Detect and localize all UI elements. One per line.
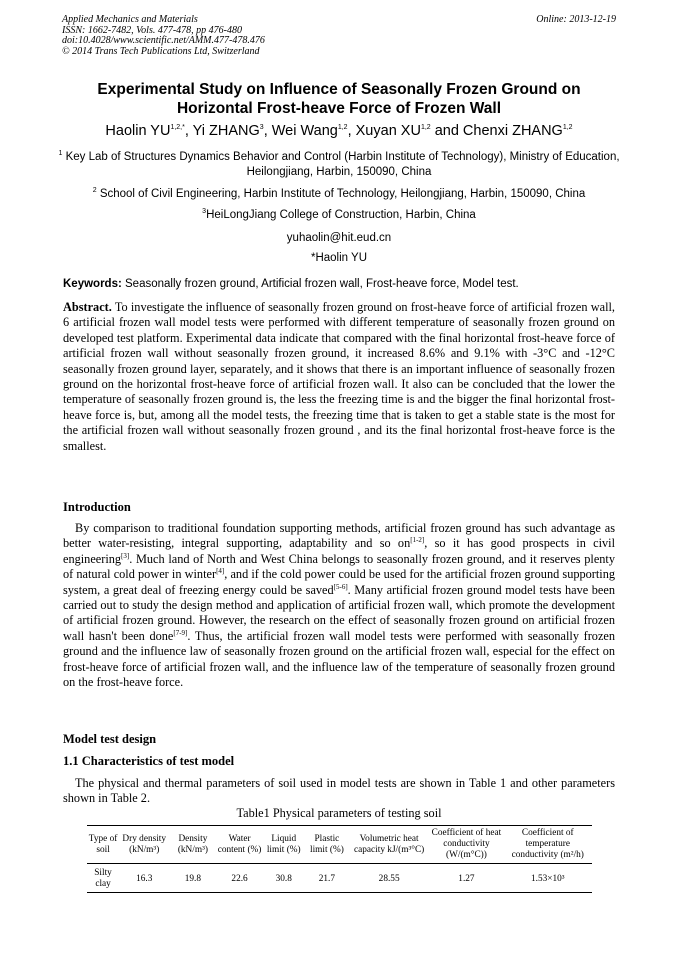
- table-header-cell: Coefficient of heat conductivity (W/(m°C)): [429, 826, 503, 864]
- author-name: Chenxi ZHANG: [462, 123, 563, 139]
- corresponding-author: *Haolin YU: [310, 252, 368, 264]
- table-cell: 1.53×10³: [504, 864, 592, 893]
- table-header-row: [87, 826, 592, 864]
- keywords-label: Keywords:: [63, 278, 122, 290]
- affiliation-2: $^2$ School of Civil Engineering, Harbin Institute of Technology, Heilongjiang, Harbin, 150090, China: [92, 187, 586, 200]
- abstract-text: To investigate the influence of seasonally frozen ground on frost-heave force of artificial frozen wall, 6 artificial frozen wall model tests were performed with different temperature of seasonally frozen ground on developed test platform. Experimental data indicate that compared with the final horizontal frost-heave force of artificial frozen wall without seasonally frozen ground, it increased 8.6% and 9.1% with -3°C and -12°C seasonally frozen ground layer, separately, and it shows that there is an important influence of seasonally frozen ground on the horizontal frost-heave force of artificial frozen wall. It also can be concluded that the lower the temperature of seasonally frozen ground is, the less the freezing time is and the bigger the final horizontal frost-heave force is, but, among all the model tests, the freezing time that is taken to get a stable state is the most for the artificial frozen wall without seasonally frozen ground , and its the final horizontal frost-heave force is the smallest.: [63, 300, 615, 453]
- table-cell: 30.8: [263, 864, 305, 893]
- affiliation-1: $^1$ Key Lab of Structures Dynamics Behavior and Control (Harbin Institute of Technology), Ministry of Education, Heilongjiang, Harbin, 150090, China: [58, 150, 620, 178]
- abstract-label: Abstract.: [63, 300, 112, 314]
- section-heading-introduction: Introduction: [63, 500, 131, 514]
- table-cell: 21.7: [305, 864, 349, 893]
- table-header-cell: Type of soil: [87, 826, 119, 864]
- subsection-heading: 1.1 Characteristics of test model: [63, 754, 235, 768]
- issn-line: ISSN: 1662-7482, Vols. 477-478, pp 476-480: [62, 24, 242, 36]
- journal-header: [62, 15, 616, 57]
- table-caption: Table1 Physical parameters of testing soil: [236, 806, 442, 820]
- table-header-cell: Density (kN/m³): [169, 826, 216, 864]
- author-name: Yi ZHANG: [192, 123, 260, 139]
- keywords: [63, 278, 615, 290]
- table-header-cell: Plastic limit (%): [305, 826, 349, 864]
- table-cell: 16.3: [119, 864, 169, 893]
- journal-name: Applied Mechanics and Materials: [62, 14, 198, 25]
- table-header-cell: Dry density (kN/m³): [119, 826, 169, 864]
- doi-line: doi:10.4028/www.scientific.net/AMM.477-478.476: [62, 35, 265, 46]
- table-physical-parameters: [87, 825, 592, 893]
- table-header-cell: Volumetric heat capacity kJ/(m³°C): [349, 826, 429, 864]
- introduction-paragraph: By comparison to traditional foundation supporting methods, artificial frozen ground has such advantage as better water-resisting, integral supporting, adaptability and so on[1-2], so it has good prospects in civil engineering[3]. Much land of North and West China belongs to seasonally frozen ground, and it reserves plenty of natural cold power in winter[4], and if the cold power could be used for the artificial frozen ground supporting system, a great deal of freezing energy could be saved[5-6]. Many artificial frozen ground model tests have been carried out to study the design method and application of artificial frozen wall, which promote the development of artificial frozen ground. However, the research on the effect of seasonally frozen ground on artificial frozen wall hasn't been done[7-9]. Thus, the artificial frozen wall model tests were performed with seasonally frozen ground and the influence law of seasonally frozen ground on the artificial frozen wall, especial for the effect on frost-heave force of artificial frozen wall, and the influence law of the temperature of seasonally frozen ground on the frost-heave force.: [63, 521, 616, 690]
- table-cell: Silty clay: [87, 864, 119, 893]
- table-header-cell: Coefficient of temperature conductivity (m²/h): [504, 826, 592, 864]
- abstract: [63, 300, 615, 454]
- table-cell: 19.8: [169, 864, 216, 893]
- author-name: Haolin YU: [105, 123, 171, 139]
- section-heading-model-test-design: Model test design: [63, 732, 157, 746]
- author-list: Haolin $YU^{1,2,*}$, Yi ZHANG$^3$, Wei Wang$^{1,2}$, Xuyan XU$^{1,2}$ and Chenxi ZHANG$^{1,2}$: [105, 123, 573, 139]
- affiliation-3: $^3$HeiLongJiang College of Construction, Harbin, China: [202, 208, 476, 221]
- author-name: Xuyan XU: [355, 123, 421, 139]
- table-cell: 28.55: [349, 864, 429, 893]
- copyright-line: © 2014 Trans Tech Publications Ltd, Switzerland: [62, 45, 260, 57]
- table-header-cell: Water content (%): [216, 826, 262, 864]
- author-name: Wei Wang: [271, 123, 338, 139]
- table-header-cell: Liquid limit (%): [263, 826, 305, 864]
- author-email: yuhaolin@hit.eud.cn: [286, 232, 392, 244]
- paper-title: Experimental Study on Influence of Seasonally Frozen Ground on Horizontal Frost-heave Force of Frozen Wall: [97, 81, 581, 117]
- table-cell: 22.6: [216, 864, 262, 893]
- table-row: [87, 864, 592, 893]
- keywords-text: Seasonally frozen ground, Artificial frozen wall, Frost-heave force, Model test.: [125, 278, 519, 290]
- table-cell: 1.27: [429, 864, 503, 893]
- online-date: Online: 2013-12-19: [536, 14, 616, 25]
- model-paragraph: The physical and thermal parameters of soil used in model tests are shown in Table 1 and other parameters shown in Table 2.: [63, 776, 615, 806]
